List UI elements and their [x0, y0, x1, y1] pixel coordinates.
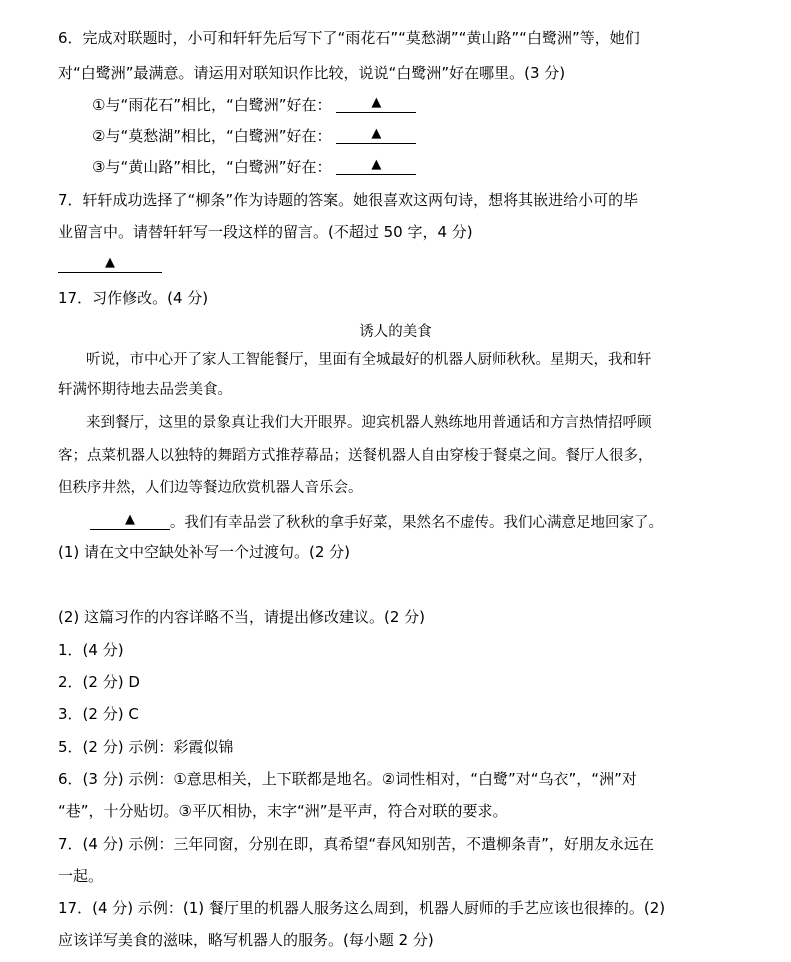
blank-triangle-icon: ▲	[371, 95, 382, 110]
answer-line: 6．(3 分) 示例：①意思相关，上下联都是地名。②词性相对，“白鹭”对“乌衣”，“洲”对	[58, 770, 637, 788]
answer-blank[interactable]	[336, 156, 416, 175]
q6-item-2-text: ②与“莫愁湖”相比，“白鹭洲”好在：	[92, 127, 332, 145]
blank-triangle-icon: ▲	[125, 512, 135, 527]
essay-para3-text: 。我们有幸品尝了秋秋的拿手好菜，果然名不虚传。我们心满意足地回家了。	[170, 515, 663, 531]
q7-answer-line	[58, 254, 162, 275]
essay-para1-line1: 听说，市中心开了家人工智能餐厅，里面有全城最好的机器人厨师秋秋。星期天，我和轩	[86, 352, 652, 368]
answer-line: 1．(4 分)	[58, 641, 124, 659]
answer-blank[interactable]	[336, 125, 416, 144]
essay-para1-line2: 轩满怀期待地去品尝美食。	[58, 382, 232, 398]
answer-line: 一起。	[58, 867, 104, 885]
q6-item-2	[92, 125, 416, 146]
q6-stem-line2: 对“白鹭洲”最满意。请运用对联知识作比较，说说“白鹭洲”好在哪里。(3 分)	[58, 64, 566, 82]
q7-stem-line1: 7．轩轩成功选择了“柳条”作为诗题的答案。她很喜欢这两句诗，想将其嵌进给小可的毕	[58, 191, 639, 209]
answer-line: 3．(2 分) C	[58, 705, 139, 723]
q17-sub2: (2) 这篇习作的内容详略不当，请提出修改建议。(2 分)	[58, 608, 426, 626]
q6-item-3	[92, 156, 416, 177]
blank-triangle-icon: ▲	[105, 255, 115, 270]
q6-item-1	[92, 94, 416, 115]
answer-blank[interactable]	[90, 511, 170, 530]
answer-line: 7．(4 分) 示例：三年同窗，分别在即，真希望“春风知别苦，不遣柳条青”，好朋友永远在	[58, 835, 654, 853]
q17-sub1: (1) 请在文中空缺处补写一个过渡句。(2 分)	[58, 543, 351, 561]
essay-title: 诱人的美食	[359, 324, 432, 340]
blank-triangle-icon: ▲	[371, 126, 382, 141]
essay-para2-line1: 来到餐厅，这里的景象真让我们大开眼界。迎宾机器人熟练地用普通话和方言热情招呼顾	[86, 415, 652, 431]
essay-para2-line3: 但秩序井然，人们边等餐边欣赏机器人音乐会。	[58, 480, 363, 496]
answer-blank[interactable]	[58, 254, 162, 273]
answer-line: 应该详写美食的滋味，略写机器人的服务。(每小题 2 分)	[58, 931, 434, 949]
answer-line: 17．(4 分) 示例：(1) 餐厅里的机器人服务这么周到，机器人厨师的手艺应该也很捧的。(2)	[58, 899, 666, 917]
answer-blank[interactable]	[336, 94, 416, 113]
answer-line: 5．(2 分) 示例：彩霞似锦	[58, 738, 234, 756]
answer-line: 2．(2 分) D	[58, 673, 140, 691]
q6-stem-line1: 6．完成对联题时，小可和轩轩先后写下了“雨花石”“莫愁湖”“黄山路”“白鹭洲”等，她们	[58, 29, 640, 47]
q17-heading: 17．习作修改。(4 分)	[58, 289, 209, 307]
q6-item-1-text: ①与“雨花石”相比，“白鹭洲”好在：	[92, 96, 332, 114]
q6-item-3-text: ③与“黄山路”相比，“白鹭洲”好在：	[92, 158, 332, 176]
essay-para2-line2: 客；点菜机器人以独特的舞蹈方式推荐幕品；送餐机器人自由穿梭于餐桌之间。餐厅人很多，	[58, 448, 653, 464]
answer-line: “巷”，十分贴切。③平仄相协，末字“洲”是平声，符合对联的要求。	[58, 802, 508, 820]
essay-para3	[90, 511, 663, 533]
q7-stem-line2: 业留言中。请替轩轩写一段这样的留言。(不超过 50 字，4 分)	[58, 223, 473, 241]
blank-triangle-icon: ▲	[371, 157, 382, 172]
